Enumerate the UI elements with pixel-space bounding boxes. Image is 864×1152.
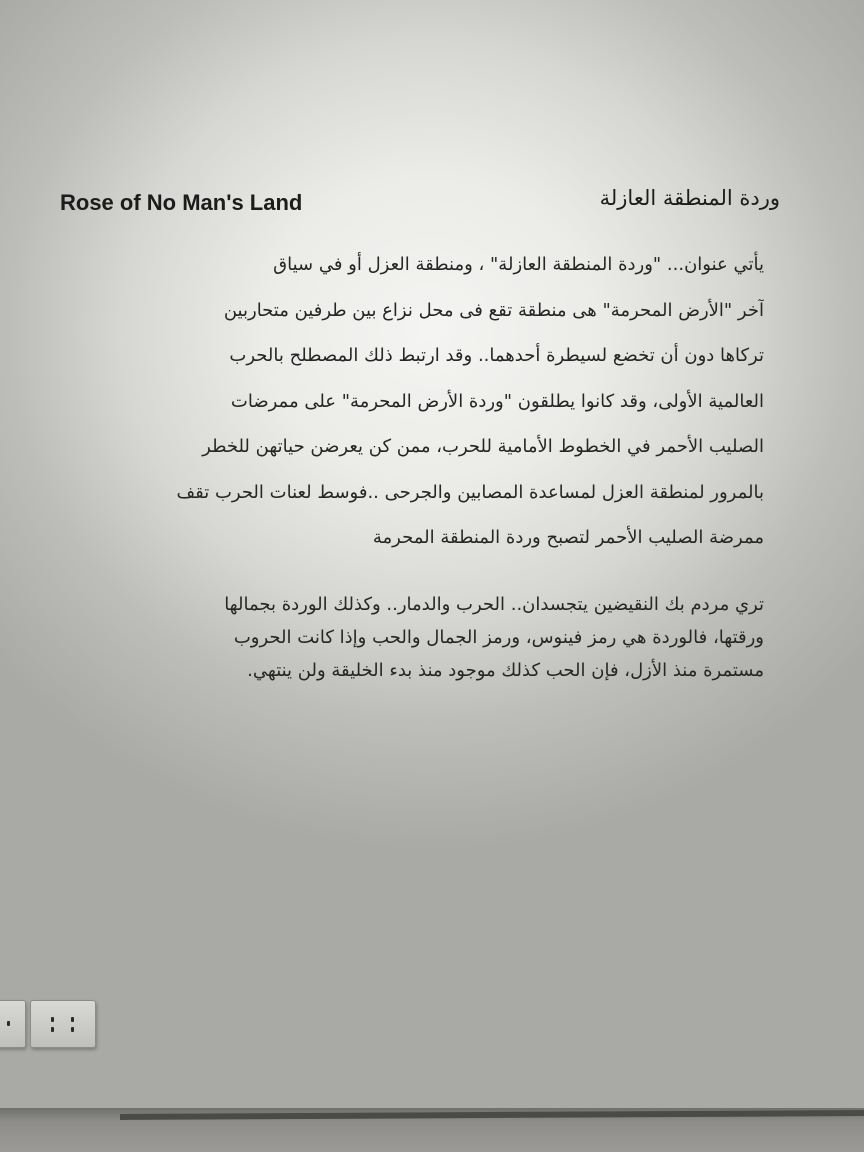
title-english: Rose of No Man's Land [60,190,303,215]
paragraph-line: بالمرور لمنطقة العزل لمساعدة المصابين والجرحى ..فوسط لعنات الحرب تقف [176,481,764,503]
socket-hole-icon [7,1021,10,1026]
paragraph-line: تركاها دون أن تخضع لسيطرة أحدهما.. وقد ارتبط ذلك المصطلح بالحرب [229,345,764,366]
socket-hole-icon [51,1017,54,1022]
socket-hole-icon [71,1017,74,1022]
paragraph-line: تري مردم بك النقيضين يتجسدان.. الحرب والدمار.. وكذلك الوردة بجمالها [224,594,764,615]
paragraph-one [68,242,764,561]
socket-hole-icon [71,1027,74,1032]
socket-hole-icon [51,1027,54,1032]
paragraph-line: يأتي عنوان... "وردة المنطقة العازلة" ، ومنطقة العزل أو في سياق [273,254,764,275]
paragraph-line: آخر "الأرض المحرمة" هى منطقة تقع فى محل نزاع بين طرفين متحاربين [223,299,764,321]
wall-outlet-right [30,1000,96,1048]
title-arabic: وردة المنطقة العازلة [599,186,780,210]
paragraph-line: الصليب الأحمر في الخطوط الأمامية للحرب، ممن كن يعرضن حياتهن للخطر [202,436,764,457]
paragraph-two [68,588,764,687]
paragraph-line: ورقتها، فالوردة هي رمز فينوس، ورمز الجمال والحب وإذا كانت الحروب [233,627,764,648]
paragraph-line: العالمية الأولى، وقد كانوا يطلقون "وردة الأرض المحرمة" على ممرضات [230,390,764,412]
paragraph-line: ممرضة الصليب الأحمر لتصبح وردة المنطقة المحرمة [372,527,764,548]
wall-outlet-left [0,1000,26,1048]
paragraph-line: مستمرة منذ الأزل، فإن الحب كذلك موجود منذ بدء الخليقة ولن ينتهي. [247,660,764,681]
